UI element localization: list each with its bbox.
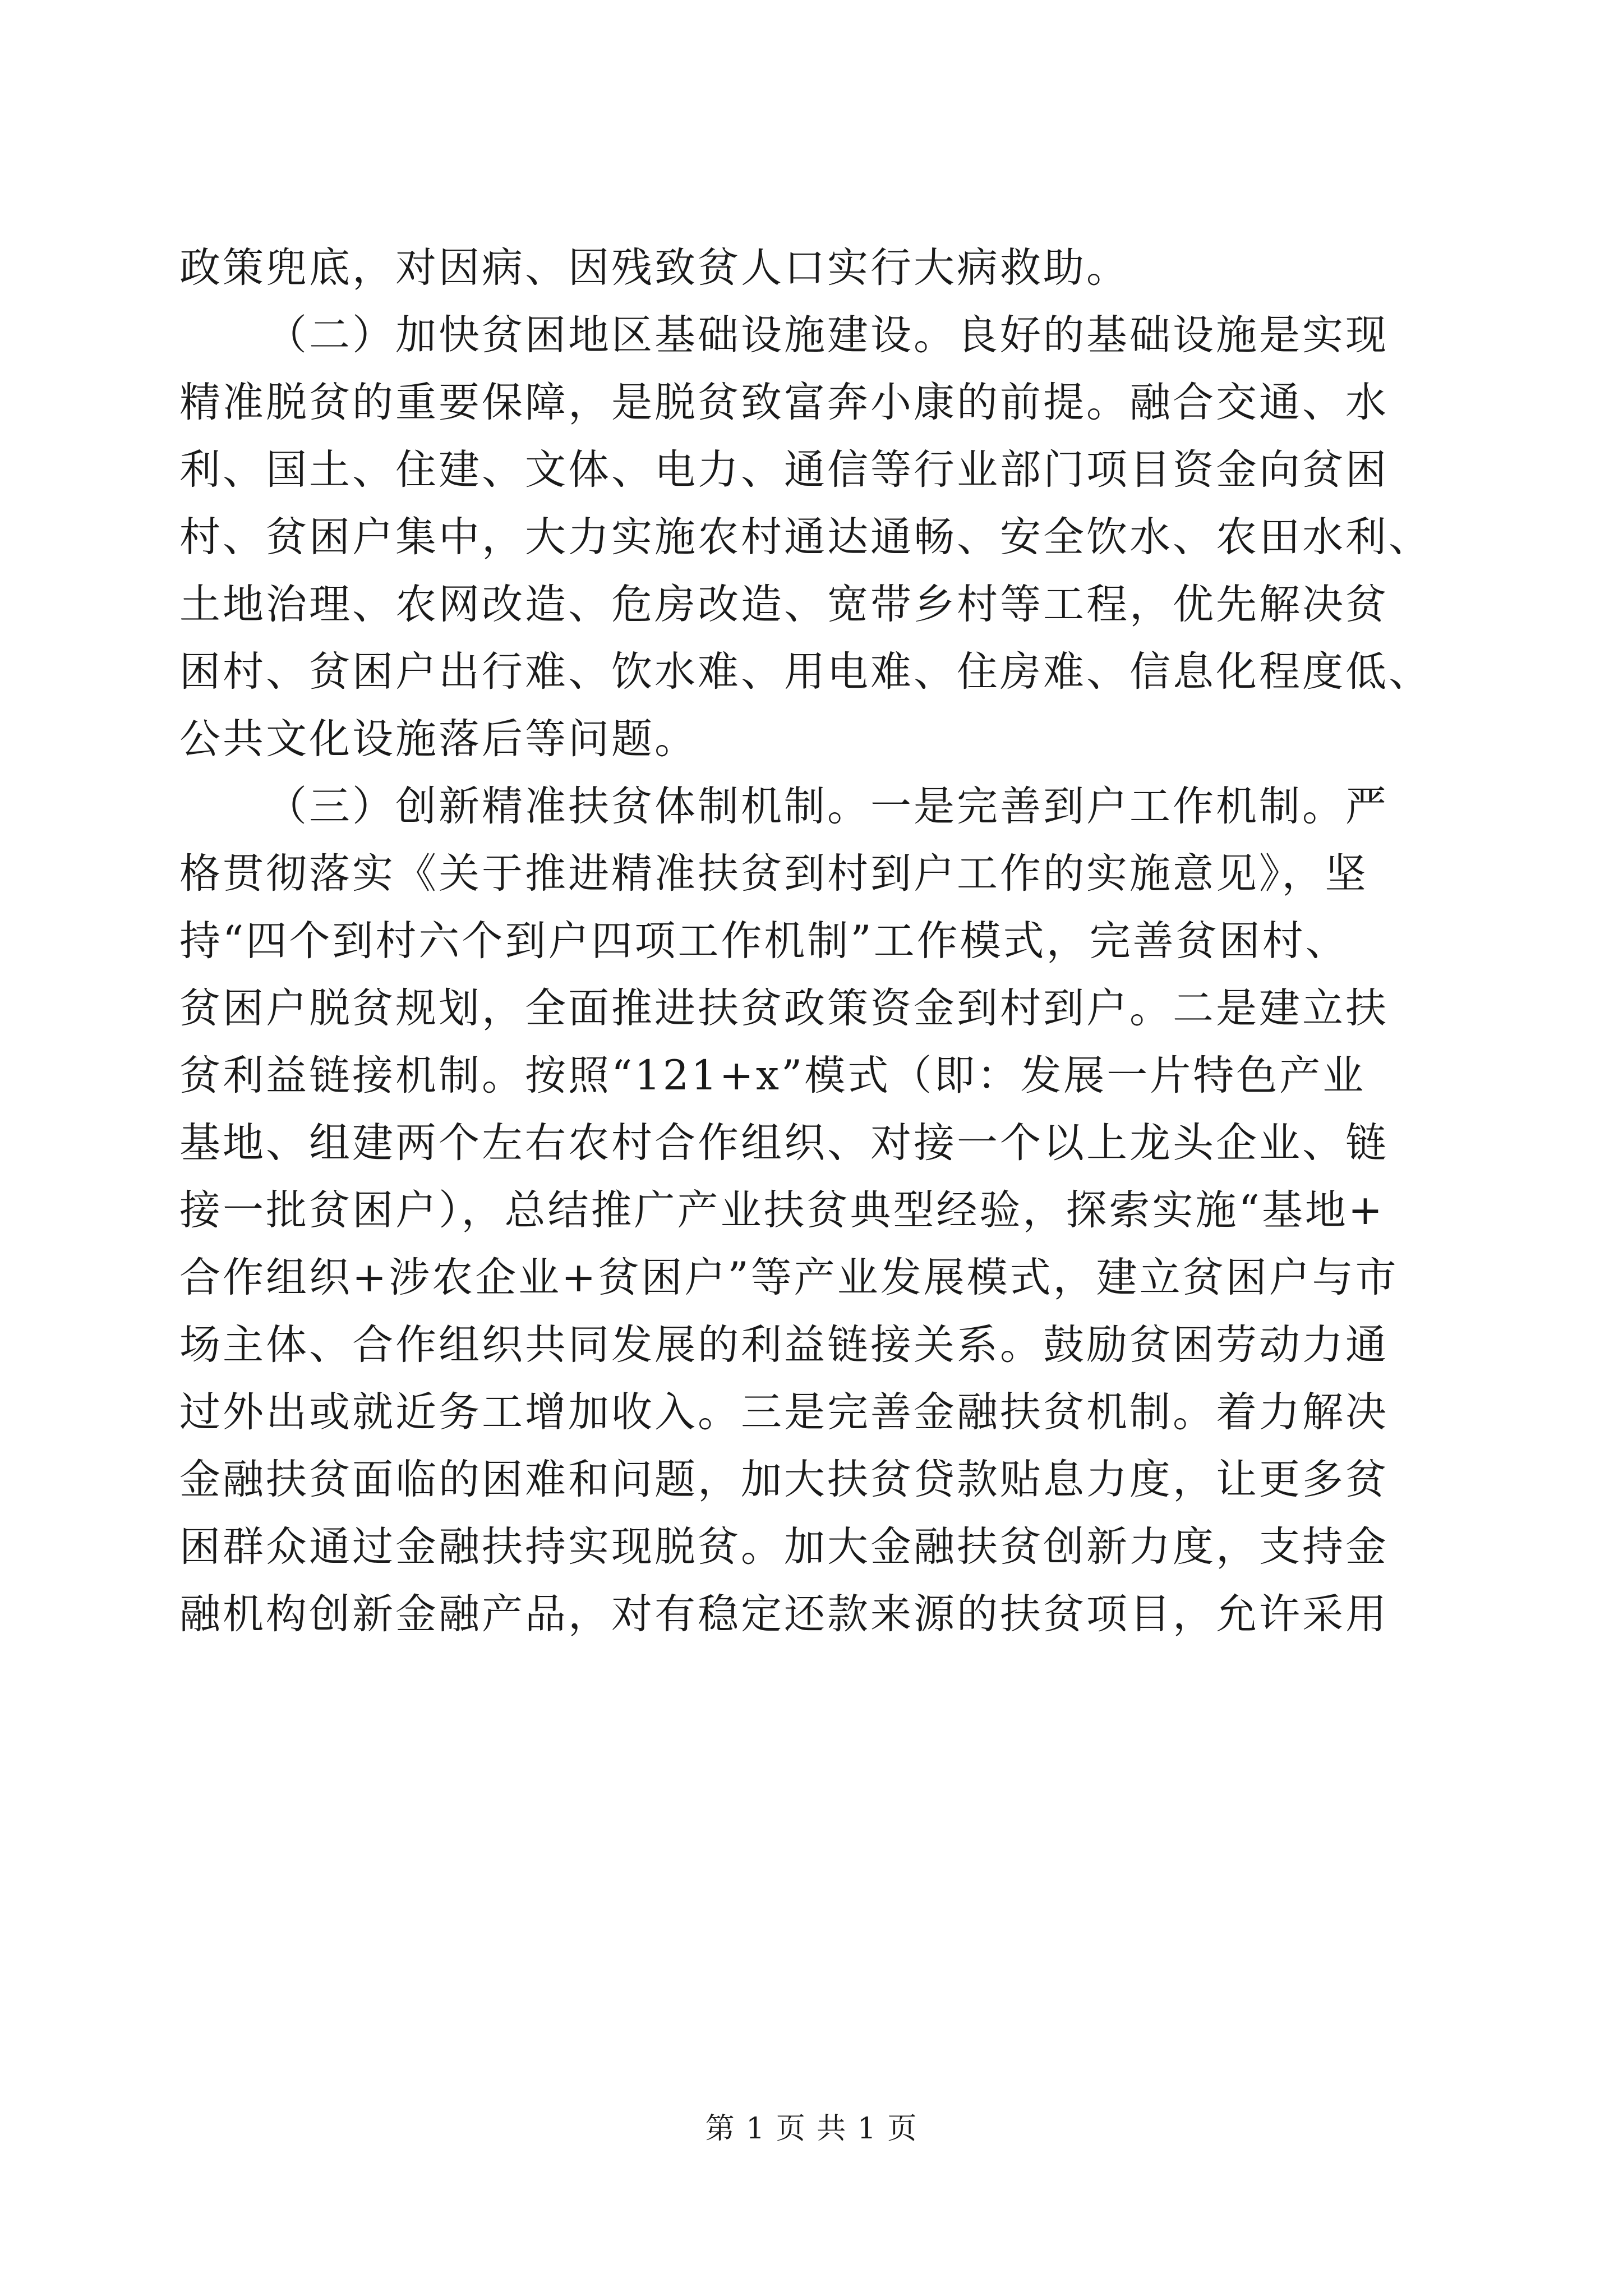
text-line: 合作组织+涉农企业+贫困户”等产业发展模式，建立贫困户与市 [179,1254,1399,1301]
text-line: 困村、贫困户出行难、饮水难、用电难、住房难、信息化程度低、 [179,648,1432,696]
text-line: （二）加快贫困地区基础设施建设。良好的基础设施是实现 [266,311,1389,359]
text-line: 政策兜底，对因病、因残致贫人口实行大病救助。 [179,244,1129,292]
text-line: 接一批贫困户），总结推广产业扶贫典型经验，探索实施“基地+ [179,1186,1385,1234]
page-footer: 第 1 页 共 1 页 [705,2112,918,2146]
text-line: 格贯彻落实《关于推进精准扶贫到村到户工作的实施意见》，坚 [179,850,1368,898]
text-line: 困群众通过金融扶持实现脱贫。加大金融扶贫创新力度，支持金 [179,1523,1389,1571]
text-line: 利、国土、住建、文体、电力、通信等行业部门项目资金向贫困 [179,446,1389,494]
text-line: 村、贫困户集中，大力实施农村通达通畅、安全饮水、农田水利、 [179,513,1432,561]
text-line: （三）创新精准扶贫体制机制。一是完善到户工作机制。严 [266,783,1389,830]
text-line: 贫利益链接机制。按照“121+x”模式（即：发展一片特色产业 [179,1052,1366,1099]
text-line: 金融扶贫面临的困难和问题，加大扶贫贷款贴息力度，让更多贫 [179,1456,1389,1503]
text-line: 精准脱贫的重要保障，是脱贫致富奔小康的前提。融合交通、水 [179,379,1389,426]
text-line: 土地治理、农网改造、危房改造、宽带乡村等工程，优先解决贫 [179,581,1389,628]
text-line: 贫困户脱贫规划，全面推进扶贫政策资金到村到户。二是建立扶 [179,984,1389,1032]
text-line: 融机构创新金融产品，对有稳定还款来源的扶贫项目，允许采用 [179,1590,1389,1638]
text-line: 场主体、合作组织共同发展的利益链接关系。鼓励贫困劳动力通 [179,1321,1389,1369]
document-body [179,234,1444,1648]
text-line: 过外出或就近务工增加收入。三是完善金融扶贫机制。着力解决 [179,1388,1389,1436]
text-line: 基地、组建两个左右农村合作组织、对接一个以上龙头企业、链 [179,1119,1389,1167]
text-line: 持“四个到村六个到户四项工作机制”工作模式，完善贫困村、 [179,917,1349,965]
text-line: 公共文化设施落后等问题。 [179,715,698,763]
